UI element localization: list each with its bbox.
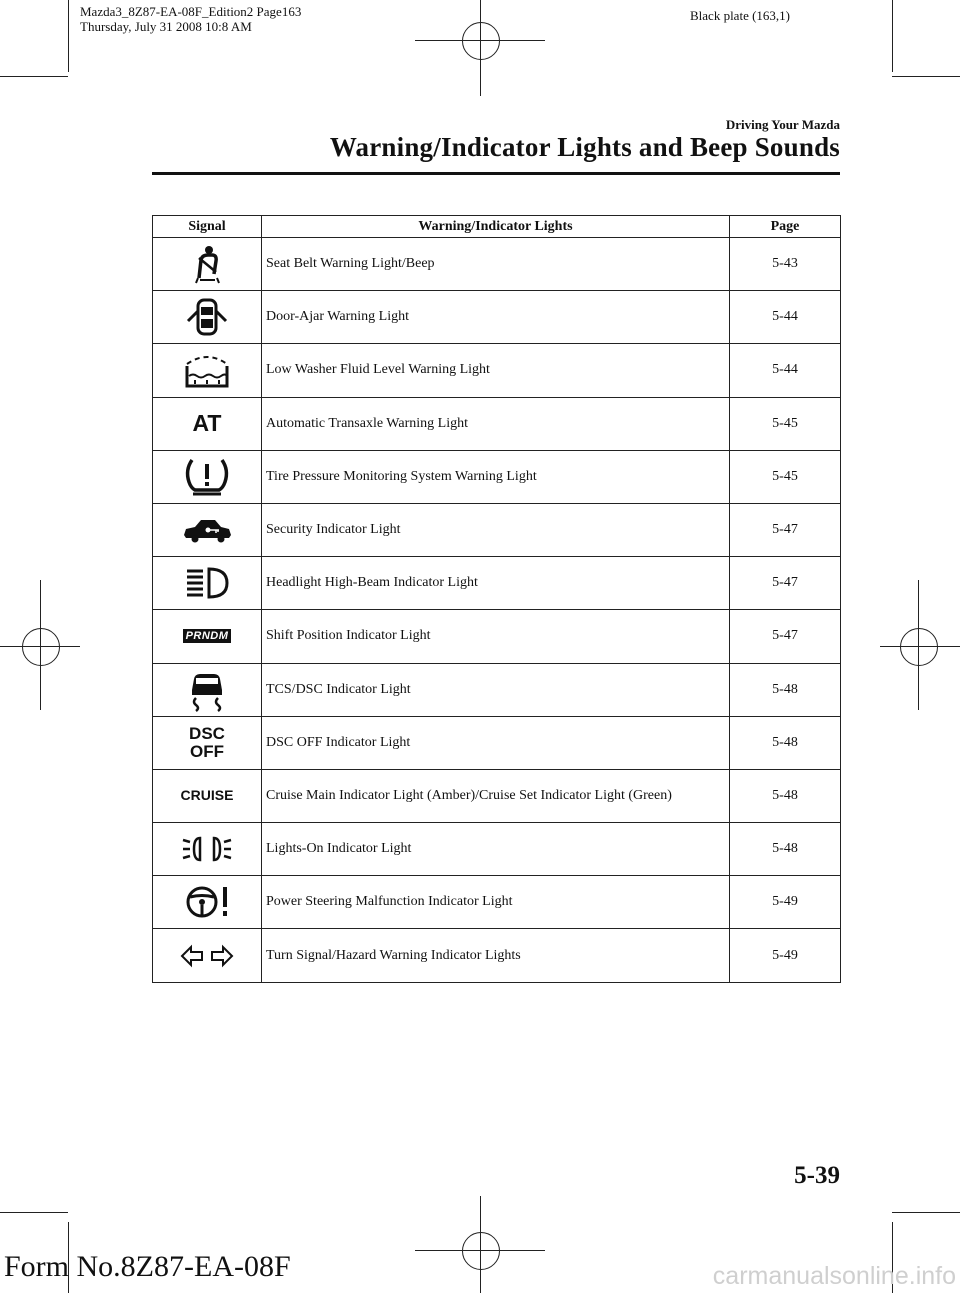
- page-ref: 5-45: [730, 397, 841, 450]
- page-title: Warning/Indicator Lights and Beep Sounds: [329, 132, 840, 162]
- page-ref: 5-48: [730, 716, 841, 769]
- page-ref: 5-45: [730, 450, 841, 503]
- signal-cell: [153, 291, 262, 344]
- security-car-icon: [181, 515, 233, 545]
- print-metadata: [80, 4, 301, 34]
- table-row: [153, 610, 841, 663]
- light-name: Shift Position Indicator Light: [262, 610, 730, 663]
- watermark: carmanualsonline.info: [712, 1262, 956, 1290]
- table-row: [153, 238, 841, 291]
- print-file-line: Mazda3_8Z87-EA-08F_Edition2 Page163: [80, 4, 302, 19]
- page-ref: 5-48: [730, 823, 841, 876]
- signal-cell: [153, 238, 262, 291]
- signal-cell: [153, 823, 262, 876]
- light-name: TCS/DSC Indicator Light: [262, 663, 730, 716]
- tcs-dsc-icon: [184, 668, 230, 712]
- title-rule: [152, 172, 840, 175]
- tire-pressure-icon: [183, 456, 231, 498]
- light-name: Tire Pressure Monitoring System Warning Light: [262, 450, 730, 503]
- light-name: DSC OFF Indicator Light: [262, 716, 730, 769]
- signal-cell: [153, 503, 262, 556]
- page-ref: 5-47: [730, 610, 841, 663]
- light-name: Lights-On Indicator Light: [262, 823, 730, 876]
- table-row: [153, 450, 841, 503]
- signal-cell: [153, 450, 262, 503]
- dsc-off-icon: [153, 725, 261, 761]
- light-name: Automatic Transaxle Warning Light: [262, 397, 730, 450]
- light-name: Door-Ajar Warning Light: [262, 291, 730, 344]
- lights-on-icon: [181, 834, 233, 864]
- signal-cell: [153, 769, 262, 822]
- page-ref: 5-48: [730, 663, 841, 716]
- light-name: Seat Belt Warning Light/Beep: [262, 238, 730, 291]
- prndm-icon: PRNDM: [183, 629, 232, 643]
- turn-signal-icon: [180, 944, 234, 968]
- dsc-text: DSC: [189, 723, 225, 743]
- seat-belt-icon: [187, 244, 227, 284]
- light-name: Low Washer Fluid Level Warning Light: [262, 344, 730, 397]
- signal-cell: [153, 876, 262, 929]
- table-row: [153, 823, 841, 876]
- page-ref: 5-48: [730, 769, 841, 822]
- plate-label: Black plate (163,1): [690, 8, 790, 23]
- page-ref: 5-47: [730, 557, 841, 610]
- page-ref: 5-44: [730, 344, 841, 397]
- signal-cell: [153, 929, 262, 982]
- light-name: Security Indicator Light: [262, 503, 730, 556]
- at-icon: AT: [192, 410, 222, 437]
- table-row: [153, 716, 841, 769]
- signal-column-header: Signal: [153, 216, 262, 238]
- light-name: Turn Signal/Hazard Warning Indicator Lights: [262, 929, 730, 982]
- form-number: Form No.8Z87-EA-08F: [4, 1250, 291, 1283]
- table-row: [153, 929, 841, 982]
- table-row: [153, 769, 841, 822]
- light-name: Cruise Main Indicator Light (Amber)/Cruise Set Indicator Light (Green): [262, 769, 730, 822]
- page-ref: 5-49: [730, 929, 841, 982]
- lights-column-header: Warning/Indicator Lights: [262, 216, 730, 238]
- table-row: [153, 344, 841, 397]
- page-number: 5-39: [794, 1162, 840, 1189]
- page-column-header: Page: [730, 216, 841, 238]
- light-name: Headlight High-Beam Indicator Light: [262, 557, 730, 610]
- table-row: [153, 876, 841, 929]
- washer-fluid-icon: [183, 350, 231, 390]
- high-beam-icon: [183, 566, 231, 600]
- table-header-row: [153, 216, 841, 238]
- power-steering-icon: [182, 884, 232, 920]
- table-row: [153, 397, 841, 450]
- page-ref: 5-49: [730, 876, 841, 929]
- table-row: [153, 503, 841, 556]
- page-ref: 5-44: [730, 291, 841, 344]
- signal-cell: [153, 663, 262, 716]
- door-ajar-icon: [185, 297, 229, 337]
- page-ref: 5-47: [730, 503, 841, 556]
- table-row: [153, 663, 841, 716]
- cruise-icon: CRUISE: [180, 786, 234, 803]
- table-row: [153, 557, 841, 610]
- table-row: [153, 291, 841, 344]
- signal-cell: [153, 397, 262, 450]
- indicator-lights-table: [152, 215, 841, 983]
- signal-cell: [153, 716, 262, 769]
- page-ref: 5-43: [730, 238, 841, 291]
- print-date-line: Thursday, July 31 2008 10:8 AM: [80, 19, 252, 34]
- section-heading: Driving Your Mazda: [725, 117, 840, 132]
- signal-cell: [153, 610, 262, 663]
- signal-cell: [153, 557, 262, 610]
- signal-cell: [153, 344, 262, 397]
- off-text: OFF: [190, 741, 224, 761]
- light-name: Power Steering Malfunction Indicator Light: [262, 876, 730, 929]
